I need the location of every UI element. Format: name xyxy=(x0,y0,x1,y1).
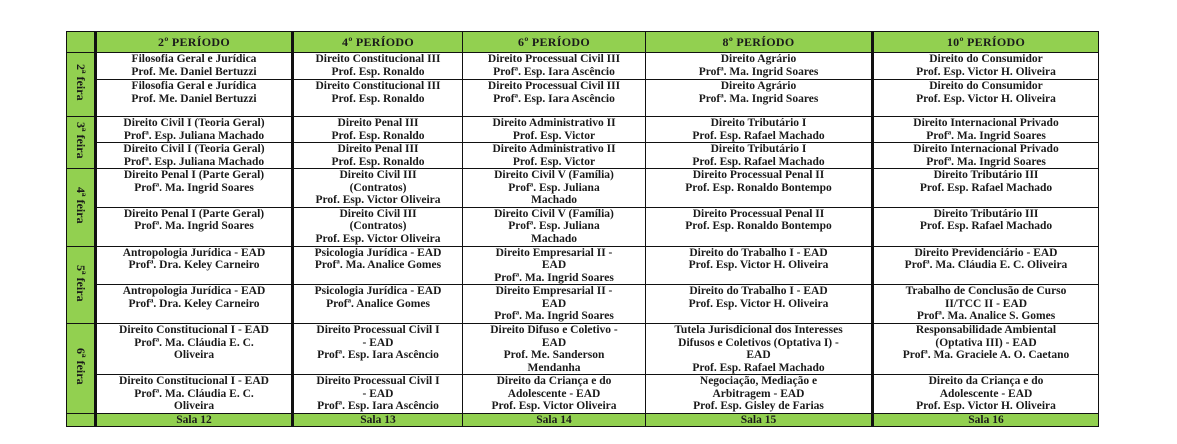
course-name: Filosofia Geral e Jurídica xyxy=(131,53,257,65)
course-name: Psicologia Jurídica - EAD xyxy=(314,246,442,259)
class-cell xyxy=(96,143,293,169)
schedule-row xyxy=(67,53,1099,80)
course-detail: Profª. Ma. Ingrid Soares xyxy=(698,65,819,78)
course-detail: Prof. Esp. Victor H. Oliveira xyxy=(916,92,1056,105)
class-cell xyxy=(293,80,463,117)
class-cell xyxy=(96,375,293,414)
course-detail: Prof. Esp. Victor xyxy=(512,129,596,142)
class-cell xyxy=(463,169,646,208)
course-name: Direito Tributário III xyxy=(933,169,1039,181)
course-detail: Difusos e Coletivos (Optativa I) - xyxy=(678,336,839,349)
course-detail: Prof. Esp. Victor Oliveira xyxy=(315,194,441,206)
schedule-row xyxy=(67,246,1099,285)
weekday-label: 2ª feira xyxy=(73,64,88,102)
course-name: Direito do Trabalho I - EAD xyxy=(689,285,828,297)
course-detail: Profª. Dra. Keley Carneiro xyxy=(128,259,260,271)
class-cell xyxy=(646,80,873,117)
course-detail: Profª. Esp. Juliana xyxy=(508,220,600,232)
room-label: Sala 12 xyxy=(96,414,293,427)
course-detail: EAD xyxy=(746,349,771,361)
course-detail: Prof. Esp. Victor H. Oliveira xyxy=(688,259,829,271)
course-name: Direito Penal I (Parte Geral) xyxy=(123,169,265,181)
class-cell xyxy=(873,246,1099,285)
class-cell xyxy=(873,80,1099,117)
course-detail: Profª. Esp. Iara Ascêncio xyxy=(493,65,615,78)
course-name: Antropologia Jurídica - EAD xyxy=(122,285,266,297)
class-schedule-table xyxy=(66,31,1099,427)
course-name: Direito Penal I (Parte Geral) xyxy=(123,207,265,220)
class-cell xyxy=(293,246,463,285)
course-detail: Prof. Esp. Rafael Machado xyxy=(919,220,1053,232)
course-detail: Prof. Esp. Ronaldo xyxy=(331,92,425,105)
schedule-row xyxy=(67,169,1099,208)
course-detail: (Contratos) xyxy=(349,181,407,194)
course-name: Direito Previdenciário - EAD xyxy=(914,246,1058,259)
course-detail: Prof. Esp. Rafael Machado xyxy=(692,155,825,168)
course-name: Direito do Trabalho I - EAD xyxy=(689,246,828,259)
class-cell xyxy=(873,324,1099,375)
class-cell xyxy=(96,285,293,324)
schedule-row xyxy=(67,117,1099,143)
course-name: Direito Civil III xyxy=(339,169,417,181)
course-name: Direito Internacional Privado xyxy=(913,143,1059,155)
schedule-body xyxy=(67,53,1099,414)
corner-cell xyxy=(67,414,96,427)
course-detail: Prof. Esp. Victor Oliveira xyxy=(315,232,441,245)
class-cell xyxy=(293,375,463,414)
class-cell xyxy=(463,207,646,246)
schedule-row xyxy=(67,80,1099,117)
class-cell xyxy=(873,169,1099,208)
course-detail: Profª. Ma. Ingrid Soares xyxy=(926,129,1046,142)
course-detail: Profª. Ma. Analice S. Gomes xyxy=(916,310,1056,322)
course-detail: Profª. Esp. Iara Ascêncio xyxy=(317,400,439,412)
course-detail: Profª. Ma. Cláudia E. C. Oliveira xyxy=(904,259,1068,271)
course-name: Direito Empresarial II - xyxy=(495,246,613,259)
course-detail: Profª. Esp. Iara Ascêncio xyxy=(493,92,615,105)
schedule-row xyxy=(67,324,1099,375)
course-detail: Adolescente - EAD xyxy=(939,387,1033,400)
course-detail: Prof. Me. Daniel Bertuzzi xyxy=(131,65,257,78)
course-detail: Profª. Ma. Cláudia E. C. xyxy=(134,336,254,349)
weekday-cell xyxy=(67,117,96,169)
course-detail: Profª. Ma. Ingrid Soares xyxy=(926,155,1046,168)
course-detail: Prof. Esp. Ronaldo xyxy=(331,155,425,168)
period-header: 8º PERÍODO xyxy=(646,32,873,53)
course-name: Direito Constitucional I - EAD xyxy=(119,375,269,387)
weekday-label: 5ª feira xyxy=(73,264,88,302)
class-cell xyxy=(293,207,463,246)
course-detail: Prof. Esp. Victor H. Oliveira xyxy=(916,65,1056,78)
weekday-cell xyxy=(67,324,96,414)
class-cell xyxy=(873,143,1099,169)
course-detail: Prof. Me. Daniel Bertuzzi xyxy=(131,92,257,105)
course-name: Negociação, Mediação e xyxy=(699,375,818,387)
class-cell xyxy=(96,117,293,143)
class-cell xyxy=(646,324,873,375)
course-detail: Prof. Esp. Victor H. Oliveira xyxy=(688,297,829,310)
weekday-label: 6ª feira xyxy=(73,348,88,386)
course-detail: Prof. Esp. Ronaldo xyxy=(331,65,425,78)
course-detail: Profª. Esp. Iara Ascêncio xyxy=(317,349,439,361)
class-cell xyxy=(293,169,463,208)
class-cell xyxy=(463,324,646,375)
course-name: Direito Internacional Privado xyxy=(913,117,1059,129)
schedule-row xyxy=(67,285,1099,324)
course-detail: Prof. Esp. Victor H. Oliveira xyxy=(916,400,1056,412)
class-cell xyxy=(873,285,1099,324)
course-name: Direito Administrativo II xyxy=(492,117,616,129)
course-name: Direito do Consumidor xyxy=(929,80,1043,92)
period-header: 10º PERÍODO xyxy=(873,32,1099,53)
class-cell xyxy=(463,375,646,414)
class-cell xyxy=(463,143,646,169)
schedule-row xyxy=(67,143,1099,169)
course-detail: Oliveira xyxy=(173,400,215,412)
header-row xyxy=(67,32,1099,53)
course-detail: Profª. Ma. Graciele A. O. Caetano xyxy=(902,349,1070,361)
class-cell xyxy=(463,285,646,324)
class-cell xyxy=(646,285,873,324)
course-name: Tutela Jurisdicional dos Interesses xyxy=(674,324,843,336)
class-cell xyxy=(96,246,293,285)
course-name: Direito Civil V (Família) xyxy=(494,207,614,220)
weekday-cell xyxy=(67,169,96,247)
class-cell xyxy=(873,53,1099,80)
course-detail: Profª. Dra. Keley Carneiro xyxy=(128,297,260,310)
class-cell xyxy=(463,246,646,285)
course-name: Trabalho de Conclusão de Curso xyxy=(905,285,1067,297)
course-detail: Profª. Esp. Juliana xyxy=(508,181,600,194)
course-name: Direito Difuso e Coletivo - xyxy=(490,324,618,336)
course-name: Direito Processual Civil III xyxy=(487,53,621,65)
class-cell xyxy=(646,246,873,285)
room-label: Sala 14 xyxy=(463,414,646,427)
course-name: Direito Constitucional III xyxy=(315,80,441,92)
course-detail: Profª. Esp. Juliana Machado xyxy=(123,129,265,142)
course-detail: Profª. Ma. Ingrid Soares xyxy=(134,220,254,232)
course-detail: Profª. Ma. Ingrid Soares xyxy=(494,310,614,322)
course-detail: Prof. Esp. Rafael Machado xyxy=(692,129,825,142)
course-name: Direito Processual Civil I xyxy=(316,375,440,387)
course-name: Direito Processual Civil III xyxy=(487,80,621,92)
class-cell xyxy=(646,207,873,246)
course-name: Direito do Consumidor xyxy=(929,53,1043,65)
course-detail: Prof. Esp. Rafael Machado xyxy=(919,181,1053,194)
class-cell xyxy=(646,375,873,414)
weekday-label: 4ª feira xyxy=(73,187,88,224)
course-detail: EAD xyxy=(541,336,567,349)
course-detail: Prof. Esp. Ronaldo Bontempo xyxy=(685,181,832,194)
class-cell xyxy=(463,53,646,80)
course-detail: EAD xyxy=(541,259,567,271)
class-cell xyxy=(646,117,873,143)
period-header: 4º PERÍODO xyxy=(293,32,463,53)
schedule-row xyxy=(67,375,1099,414)
course-detail: Oliveira xyxy=(173,349,215,361)
course-name: Direito Civil I (Teoria Geral) xyxy=(123,117,265,129)
course-name: Direito Constitucional III xyxy=(315,53,441,65)
course-detail: Profª. Analice Gomes xyxy=(326,297,430,310)
course-name: Direito Civil V (Família) xyxy=(494,169,614,181)
course-name: Direito Administrativo II xyxy=(492,143,616,155)
course-detail: - EAD xyxy=(362,387,394,400)
room-label: Sala 16 xyxy=(873,414,1099,427)
course-name: Direito Civil I (Teoria Geral) xyxy=(123,143,265,155)
course-detail: Mendanha xyxy=(527,361,581,374)
course-detail: Prof. Esp. Gisley de Farias xyxy=(693,400,824,412)
course-name: Filosofia Geral e Jurídica xyxy=(131,80,257,92)
course-name: Direito Tributário III xyxy=(933,207,1039,220)
course-name: Direito Processual Penal II xyxy=(692,207,825,220)
class-cell xyxy=(96,169,293,208)
class-cell xyxy=(646,169,873,208)
class-cell xyxy=(646,53,873,80)
course-detail: (Optativa III) - EAD xyxy=(935,336,1037,349)
class-cell xyxy=(96,80,293,117)
class-cell xyxy=(293,324,463,375)
class-cell xyxy=(463,117,646,143)
course-name: Direito Tributário I xyxy=(710,143,807,155)
class-cell xyxy=(293,285,463,324)
course-name: Direito Tributário I xyxy=(710,117,807,129)
class-cell xyxy=(293,143,463,169)
room-label: Sala 13 xyxy=(293,414,463,427)
class-cell xyxy=(873,207,1099,246)
course-detail: Profª. Ma. Ingrid Soares xyxy=(134,181,254,194)
course-detail: Prof. Esp. Victor Oliveira xyxy=(491,400,617,412)
class-cell xyxy=(96,207,293,246)
period-header: 6º PERÍODO xyxy=(463,32,646,53)
class-cell xyxy=(96,324,293,375)
course-detail: Profª. Esp. Juliana Machado xyxy=(123,155,265,168)
course-name: Direito Penal III xyxy=(337,143,419,155)
course-name: Direito Empresarial II - xyxy=(495,285,613,297)
course-detail: Profª. Ma. Cláudia E. C. xyxy=(134,387,254,400)
course-detail: Profª. Ma. Analice Gomes xyxy=(314,259,442,271)
course-detail: Profª. Ma. Ingrid Soares xyxy=(698,92,819,105)
course-detail: Prof. Esp. Victor xyxy=(512,155,596,168)
course-detail: Profª. Ma. Ingrid Soares xyxy=(494,271,614,284)
class-cell xyxy=(293,53,463,80)
course-name: Responsabilidade Ambiental xyxy=(915,324,1057,336)
course-name: Direito Processual Penal II xyxy=(692,169,825,181)
course-name: Direito Agrário xyxy=(720,53,797,65)
course-name: Direito Penal III xyxy=(337,117,419,129)
course-detail: Prof. Me. Sanderson xyxy=(503,349,605,361)
class-cell xyxy=(646,143,873,169)
course-detail: Machado xyxy=(531,232,577,245)
course-detail: EAD xyxy=(541,297,567,310)
course-name: Psicologia Jurídica - EAD xyxy=(314,285,442,297)
class-cell xyxy=(463,80,646,117)
course-name: Antropologia Jurídica - EAD xyxy=(122,246,266,259)
course-detail: Prof. Esp. Ronaldo Bontempo xyxy=(685,220,832,232)
course-name: Direito Agrário xyxy=(720,80,797,92)
course-detail: Prof. Esp. Ronaldo xyxy=(331,129,425,142)
course-name: Direito da Criança e do xyxy=(496,375,612,387)
weekday-label: 3ª feira xyxy=(73,122,88,160)
corner-cell xyxy=(67,32,96,53)
course-detail: - EAD xyxy=(362,336,394,349)
period-header: 2º PERÍODO xyxy=(96,32,293,53)
class-cell xyxy=(96,53,293,80)
course-name: Direito Civil III xyxy=(339,207,417,220)
class-cell xyxy=(293,117,463,143)
room-label: Sala 15 xyxy=(646,414,873,427)
course-name: Direito Processual Civil I xyxy=(316,324,440,336)
class-cell xyxy=(873,117,1099,143)
room-row xyxy=(67,414,1099,427)
schedule-row xyxy=(67,207,1099,246)
course-detail: Adolescente - EAD xyxy=(507,387,601,400)
weekday-cell xyxy=(67,53,96,117)
course-detail: Prof. Esp. Rafael Machado xyxy=(692,361,825,374)
weekday-cell xyxy=(67,246,96,324)
course-detail: Arbitragem - EAD xyxy=(712,387,805,400)
course-name: Direito da Criança e do xyxy=(928,375,1044,387)
class-cell xyxy=(873,375,1099,414)
course-name: Direito Constitucional I - EAD xyxy=(119,324,269,336)
course-detail: II/TCC II - EAD xyxy=(944,297,1028,310)
course-detail: (Contratos) xyxy=(349,220,407,232)
course-detail: Machado xyxy=(531,194,577,206)
